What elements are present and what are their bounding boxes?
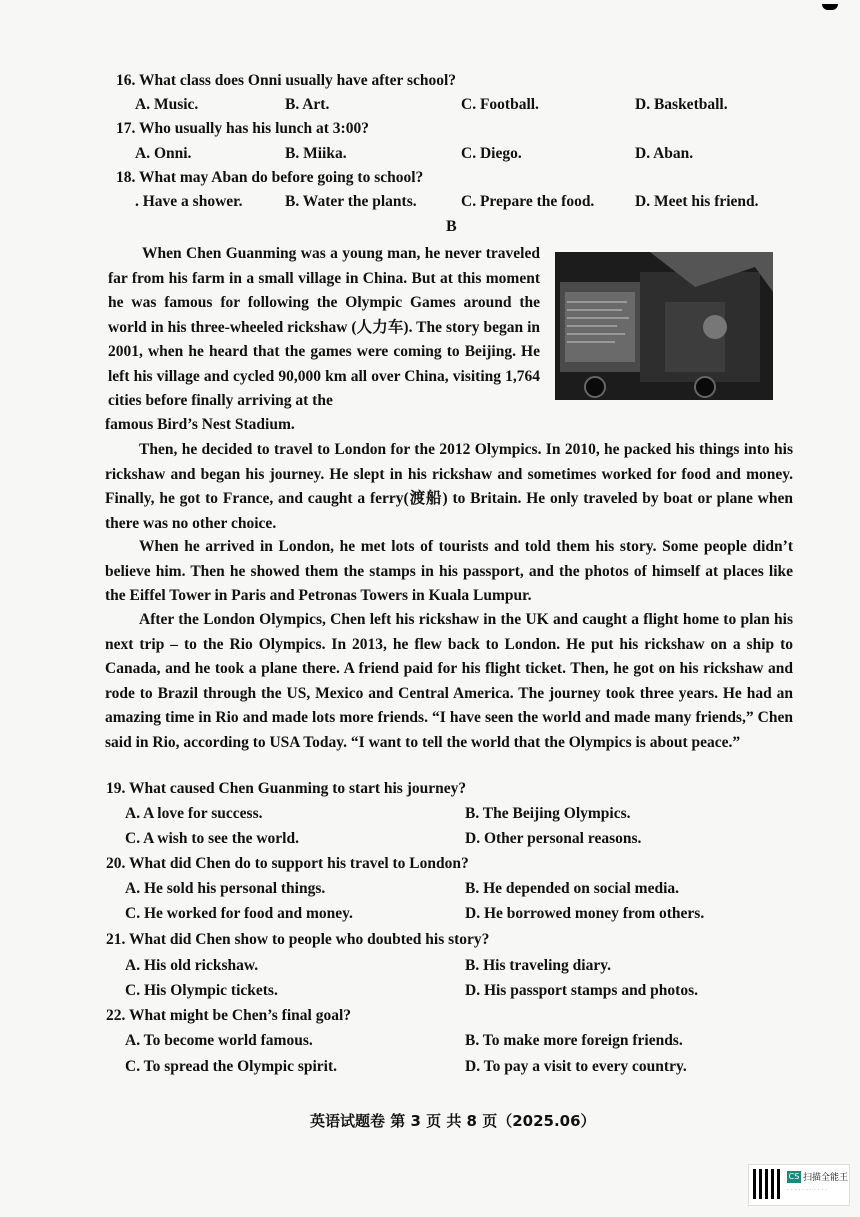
option-b: B. To make more foreign friends. xyxy=(465,1032,683,1049)
option-d: D. Meet his friend. xyxy=(635,193,759,210)
rickshaw-photo-illustration xyxy=(555,252,773,400)
page-footer: 英语试题卷 第 3 页 共 8 页（2025.06） xyxy=(310,1112,596,1130)
rickshaw-photo xyxy=(555,252,773,400)
option-a: A. To become world famous. xyxy=(125,1032,313,1049)
option-c: C. He worked for food and money. xyxy=(125,905,353,922)
passage-paragraph-4: After the London Olympics, Chen left his rickshaw in the UK and caught a flight home to plan his next trip – to the Rio Olympics. In 2013, he flew back to London. He put his rickshaw on a ship to Canada, and he took a plane there. A friend paid for his flight ticket. Then, he got on his rickshaw and rode to Brazil through the US, Mexico and Central America. The journey took three years. He had an amazing time in Rio and made lots more friends. “I have seen the world and made many friends,” Chen said in Rio, according to USA Today. “I want to tell the world that the Olympics is about peace.” xyxy=(105,611,793,751)
corner-mark xyxy=(822,4,838,10)
option-d: D. His passport stamps and photos. xyxy=(465,982,698,999)
passage-paragraph-3: When he arrived in London, he met lots of tourists and told them his story. Some people didn’t believe him. Then he showed them the stamps in his passport, and the photos of himself at places like the Eiffel Tower in Paris and Petronas Towers in Kuala Lumpur. xyxy=(105,538,793,604)
option-a: A. He sold his personal things. xyxy=(125,880,326,897)
question-22: 22. What might be Chen’s final goal? xyxy=(106,1007,352,1024)
option-a: A. A love for success. xyxy=(125,805,263,822)
option-d: D. Basketball. xyxy=(635,96,728,113)
option-c: C. Football. xyxy=(461,96,539,113)
option-c: C. To spread the Olympic spirit. xyxy=(125,1058,338,1075)
option-d: D. To pay a visit to every country. xyxy=(465,1058,687,1075)
option-b: B. His traveling diary. xyxy=(465,957,611,974)
option-b: B. Water the plants. xyxy=(285,193,417,210)
option-a: . Have a shower. xyxy=(135,193,243,210)
option-d: D. He borrowed money from others. xyxy=(465,905,705,922)
option-a: A. His old rickshaw. xyxy=(125,957,259,974)
question-17: 17. Who usually has his lunch at 3:00? xyxy=(116,120,369,137)
scanner-badge-subtext: · · · · · · · · · · · xyxy=(787,1187,828,1194)
question-18: 18. What may Aban do before going to school? xyxy=(116,169,424,186)
question-20: 20. What did Chen do to support his travel to London? xyxy=(106,855,469,872)
option-b: B. The Beijing Olympics. xyxy=(465,805,631,822)
passage-paragraph-1: When Chen Guanming was a young man, he never traveled far from his farm in a small village in China. But at this moment he was famous for following the Olympic Games around the world in his three-wheeled rickshaw (人力车). The story began in 2001, when he heard that the games were coming to Beijing. He left his village and cycled 90,000 km all over China, visiting 1,764 cities before finally arriving at the xyxy=(108,245,540,409)
option-c: C. Prepare the food. xyxy=(461,193,595,210)
option-c: C. His Olympic tickets. xyxy=(125,982,278,999)
option-a: A. Music. xyxy=(135,96,199,113)
option-d: D. Aban. xyxy=(635,145,694,162)
option-a: A. Onni. xyxy=(135,145,192,162)
option-c: C. A wish to see the world. xyxy=(125,830,299,847)
option-b: B. Art. xyxy=(285,96,330,113)
option-b: B. Miika. xyxy=(285,145,347,162)
question-21: 21. What did Chen show to people who doubted his story? xyxy=(106,931,490,948)
passage-paragraph-2: Then, he decided to travel to London for the 2012 Olympics. In 2010, he packed his things into his rickshaw and began his journey. He slept in his rickshaw and sometimes worked for food and money. Finally, he got to France, and caught a ferry(渡船) to Britain. He only traveled by boat or plane when there was no other choice. xyxy=(105,441,793,532)
section-label: B xyxy=(446,218,457,235)
option-c: C. Diego. xyxy=(461,145,522,162)
qr-code-icon xyxy=(753,1169,783,1199)
scanner-badge xyxy=(748,1164,850,1206)
passage-paragraph-1-end: famous Bird’s Nest Stadium. xyxy=(105,416,295,433)
scanner-logo: CS xyxy=(788,1172,800,1181)
question-16: 16. What class does Onni usually have after school? xyxy=(116,72,457,89)
option-d: D. Other personal reasons. xyxy=(465,830,642,847)
option-b: B. He depended on social media. xyxy=(465,880,680,897)
scanner-badge-text: 扫描全能王 xyxy=(803,1173,849,1183)
question-19: 19. What caused Chen Guanming to start his journey? xyxy=(106,780,467,797)
